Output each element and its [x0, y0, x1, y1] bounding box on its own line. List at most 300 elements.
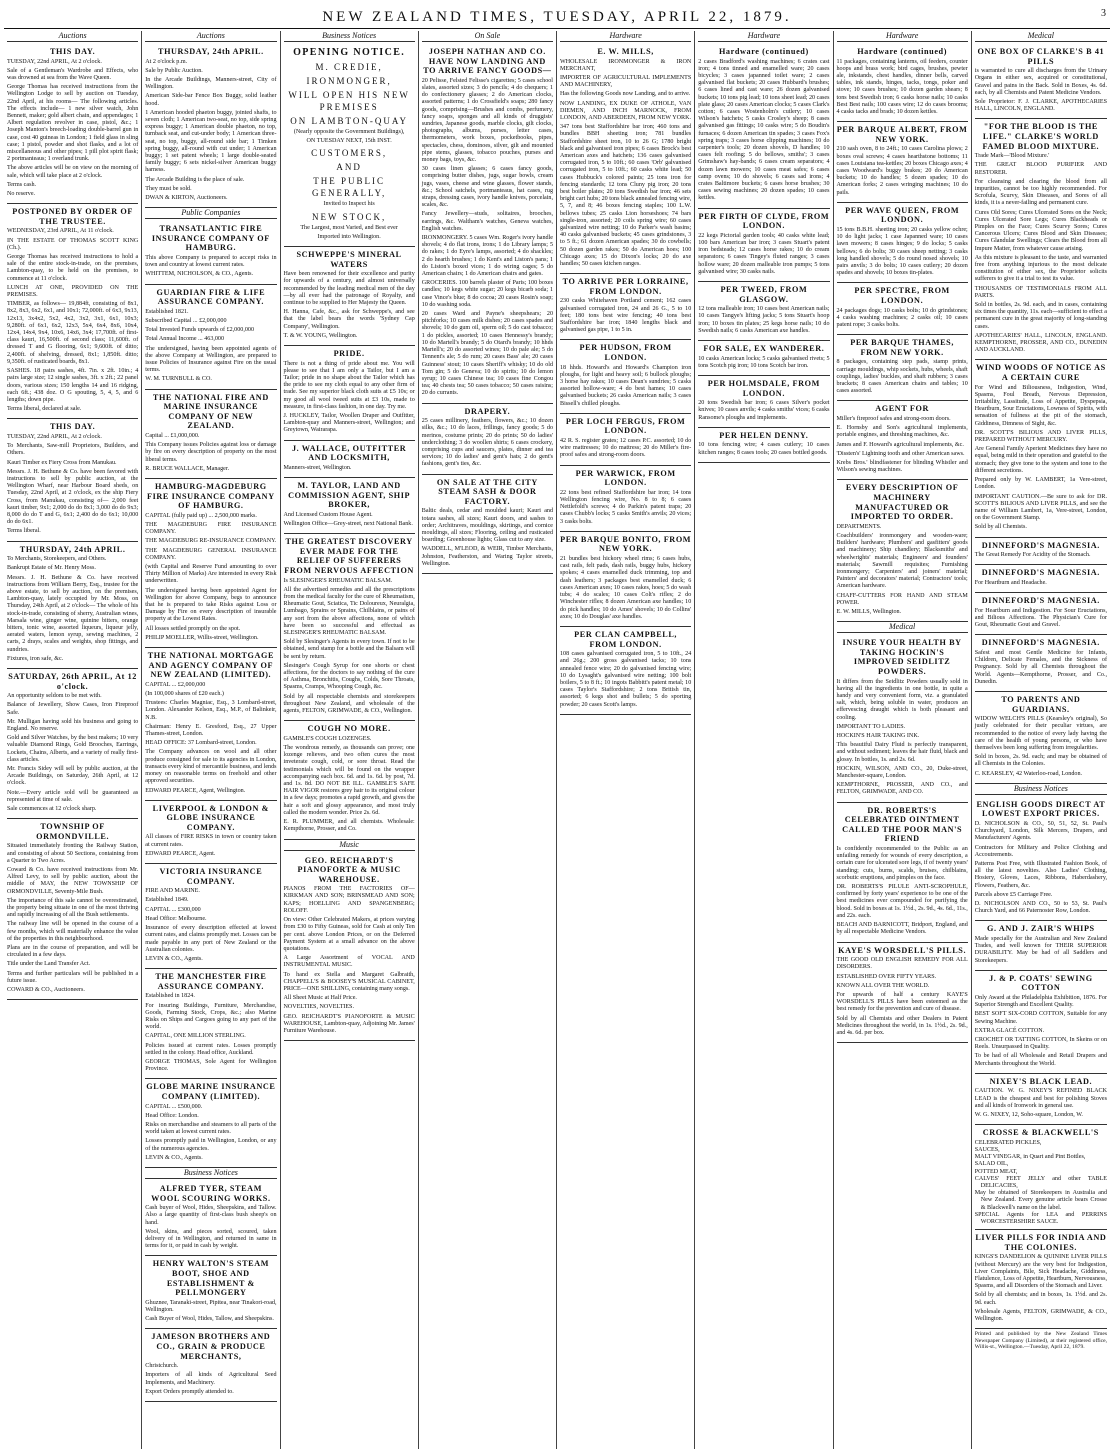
advertisement [422, 404, 553, 475]
ad-paragraph: 10 tons fencing wire; 4 cases cutlery; 10 cases kitchen ranges; 8 cases tools; 20 cases bottled goods. [698, 442, 830, 456]
ad-paragraph: For Heartburn and Indigestion. For Sour Eructations, and Bilious Affections. The Physician's Cure for Gout, Rheumatic Gout and Gravel. [974, 607, 1107, 629]
ad-paragraph: Wholesale Agents, FELTON, GRIMWADE, & CO., Wellington. [974, 1308, 1107, 1323]
ad-paragraph: Fixtures, iron safe, &c. [7, 655, 64, 662]
ad-paragraph: 230 casks Whitehaven Portland cement; 162 cases galvanised corrugated iron, 24 and 26 G., 5 to 10 feet; 180 tons best wire fencing; 40 tons best Staffordshire bar iron; 1840 lengths black and galvanised gas pipe, 1 to 5 in. [560, 298, 692, 334]
ad-paragraph: Coward & Co. have received instructions from Mr. Alfred Levy, to sell by public auction, about the middle of MAY, the NEW TOWNSHIP OF ORMONDVILLE, Seventy-Mile Bush. [7, 867, 139, 895]
ad-paragraph: Cures Old Sores; Cures Ulcerated Sores on the Neck; Cures Ulcerated Sore Legs; Cures Blackheads or Pimples on the Face; Cures Scurvy Sores; Cures Cancerous Ulcers; Cures Blood and Skin Diseases; Cures Glandular Swellings; Clears the Blood from all Impure Matter, from whatever cause arising. [974, 209, 1107, 252]
ad-paragraph: For Heartburn and Headache. [974, 579, 1047, 586]
ad-paragraph: Sold in boxes, 2s. 9d. each; and may be obtained of all Chemists in the Colonies. [974, 754, 1107, 768]
ad-paragraph: HOCKIN'S HAIR TAKING INK. [836, 733, 920, 740]
advertisement [7, 542, 138, 669]
ad-title: TOWNSHIP OF ORMONDVILLE. [36, 822, 110, 841]
ad-title: VICTORIA INSURANCE COMPANY. [159, 867, 263, 886]
ad-title: JAMESON BROTHERS AND CO., GRAIN & PRODUCE MERCHANTS, [151, 1332, 271, 1361]
advertisement [975, 538, 1107, 566]
ad-paragraph: Export Orders promptly attended to. [145, 1388, 234, 1395]
ad-paragraph: IN THE ESTATE OF THOMAS SCOTT KING (Ch.). [7, 237, 139, 251]
ad-paragraph: The railway line will be opened in the course of a few months, which will materially enhance the value of the properties in this neighbourhood. [7, 921, 139, 942]
ad-title: TO ARRIVE PER LORRAINE, FROM LONDON. [562, 277, 689, 296]
section-heading: Medical [837, 622, 968, 633]
ad-paragraph: Has the following Goods now Landing, and to arrive. [560, 91, 691, 98]
ad-list-item: SAUCES, [974, 1146, 1000, 1153]
advertisement [837, 480, 968, 622]
section-heading: On Sale [422, 31, 553, 42]
ad-paragraph: NOW LANDING, EX DUKE OF ATHOLE, VAN DIEMEN, AND INCH MARNOCK, FROM LONDON, AND ABERDEEN, FROM NEW YORK. [560, 100, 692, 122]
ad-title: G. AND J. ZAIR'S WHIPS [987, 924, 1095, 934]
ad-paragraph: Wool, skins, and pieces sorted, scoured, taken delivery of in Wellington, and returned in same in terms for it, or paid in cash by weight. [145, 1228, 277, 1250]
advertisement [837, 635, 968, 802]
advertisement [145, 1079, 276, 1168]
ad-paragraph: COWARD & CO., Auctioneers. [7, 987, 85, 994]
ad-paragraph: A Large Assortment of VOCAL AND INSTRUMENTAL MUSIC. [283, 955, 415, 969]
ad-paragraph: Cash buyer of Wool, Hides, Sheepskins, and Tallow. Also a large quantity of first-class bush sheep's on hand. [145, 1205, 277, 1226]
advertisement [975, 797, 1107, 922]
ad-paragraph: And Licensed Custom House Agent. [283, 511, 373, 518]
ad-paragraph: Are General Family Aperient Medicines they have no equal, being mild in their operation and grateful to the stomach; they give tone to the system and tone to the different secretions. [974, 446, 1107, 474]
advertisement [145, 390, 276, 479]
ad-line: IRONMONGER, [306, 76, 392, 86]
ad-paragraph: FIRE AND MARINE. [145, 888, 200, 895]
advertisement [145, 44, 276, 208]
advertisement [837, 401, 968, 480]
ad-paragraph: IMPORTANT TO LADIES. [836, 723, 906, 730]
advertisement [284, 534, 415, 721]
ad-title: THURSDAY, 24th APRIL. [158, 47, 264, 56]
ad-paragraph: WADDELL, M'LEOD, & WEIR, Timber Merchants, Johnston, Featherston, and Waring Taylor streets, Wellington. [421, 546, 553, 567]
section-heading: Auctions [7, 31, 138, 42]
ad-paragraph: 11 packages, containing lanterns, oil feeders, counter hoops and brass work; bird cages, brushes, pewter ale, inkstands, chest handles, dinner bells, carved tables, ink stands, hinges, tacks, tongs, poker and stove; 10 cases brushes; 10 dozen garden shears; 8 tons best Swedish iron; 6 casks horse nails; 10 casks Best Best nails; 100 cases wire; 12 do cases brooms; 4 casks tacks and brads; 10 dozen kettles. [836, 58, 968, 116]
ad-title: THURSDAY, 24th APRIL. [19, 544, 126, 554]
ad-paragraph: Chairman: Henry E. Gresford, Esq., 27 Upper Thames-street, London. [145, 723, 277, 738]
ad-paragraph: GROCERIES. 100 barrels plaster of Paris; 100 boxes candles; 10 kegs white sugar; 20 kegs bicarb soda; 1 case Vince's blue; 8 do cocoa; 20 cases Rosin's soap; 10 do washing soda. [421, 280, 553, 308]
section-heading: Public Companies [145, 208, 276, 219]
advertisement [975, 1125, 1107, 1230]
ad-paragraph: THE GREAT BLOOD PURIFIER AND RESTORER. [974, 162, 1107, 176]
column-1 [4, 31, 142, 1449]
advertisement [560, 466, 691, 532]
ad-paragraph: Is SLESINGER'S RHEUMATIC BALSAM. [283, 577, 393, 584]
ad-title: PRIDE. [333, 349, 365, 359]
ad-paragraph: Trade Mark—'Blood Mixture.' [974, 153, 1050, 160]
ad-title: J. WALLACE, OUTFITTER AND LOCKSMITH, [291, 443, 407, 463]
advertisement [145, 1181, 276, 1256]
ad-paragraph: Made specially for the Australian and New Zealand Trades, and well known for THEIR SUPERIOR DURABILITY. May be had of all Saddlers and Storekeepers. [974, 935, 1107, 964]
ad-paragraph: BEST SOFT SIX-CORD COTTON, Suitable for any Sewing Machine. [974, 1011, 1107, 1025]
ad-paragraph: 20 Pelisse, Felsted Felisse's cigarettes; 5 cases school slates, assorted sizes; 3 do pencils; 4 do chequers; 1 do confectionery glasses; 2 do American clocks, assorted patterns; 1 do Crossfield's soaps; 280 fancy goods, comprising—Brushes and combs, perfumery, fancy soaps, sponges and all kinds of druggists' sundries, Japanese goods, marble clocks, gilt clocks, photographs, albums, purses, letter cases, thermometers, work boxes, pocketbooks, pipes, spectacles, chess, dominoes, silver, gilt and mounted pipe stems, glasses, tobacco pouches, purses and money bags, toys, &c. [421, 77, 553, 164]
advertisement [145, 1256, 276, 1329]
ad-title: SATURDAY, 26th APRIL, At 12 o'clock. [8, 671, 137, 691]
imprint-notice: Printed and published by the New Zealand Times Newspaper Company (Limited), at their registered office, Willis-st., Wellington.—Tuesday, April 22, 1879. [974, 1331, 1107, 1351]
ad-paragraph: W. G. NIXEY, 12, Soho-square, London, W. [974, 1111, 1083, 1118]
ad-title: THE MANCHESTER FIRE ASSURANCE COMPANY. [155, 972, 267, 991]
ad-title: PER LOCH FERGUS, FROM LONDON. [565, 416, 686, 436]
ad-paragraph: CAPITAL ... £500,000. [145, 1103, 203, 1110]
ad-paragraph: This beautiful Dairy Fluid is perfectly transparent, and without sediment; leaves the hair fluid, black and glossy. In bottles, 1s. and 2s. 6d. [836, 742, 968, 763]
ad-paragraph: NOVELTIES, NOVELTIES. [283, 1004, 354, 1011]
advertisement [975, 593, 1107, 635]
ad-list-item: May be obtained of Storekeepers in Australia and New Zealand. Every genuine article bears Crosse & Blackwell's name on the label. [974, 1190, 1107, 1211]
advertisement [284, 346, 415, 441]
ad-paragraph: Risks on merchandise and steamers to all parts of the world taken at lowest current rates. [145, 1121, 277, 1136]
ad-paragraph: Sale of a Gentleman's Wardrobe and Effects, who was drowned at sea from the Wave Queen. [7, 67, 139, 81]
ad-paragraph: HOCKIN, WILSON, AND CO., 20, Duke-street, Manchester-square, London. [836, 765, 968, 780]
ad-paragraph: 21 bundles best hickory wheel rims; 6 cases hubs, cast rails, felt pads, dash rails, buggy hubs, hickory spokes; 4 cases enamelled duck trimming, top and dash leathers; 3 packages best enamelled duck; 6 cases American axes; 10 cases rakes, hoes; 5 do wash tubs; 4 do scales; 10 cases Colt's rifles; 2 do Winchester rifles; 8 dozen American axe handles; 10 do pick handles; 10 do Ames' shovels; 10 do Collins' axes; 10 do Douglas' axe handles. [560, 556, 692, 620]
ad-paragraph: KNOWN ALL OVER THE WORLD. [836, 982, 930, 989]
advertisement [284, 721, 415, 839]
ad-title: J. & P. COATS' SEWING COTTON [989, 973, 1093, 993]
column-5 [557, 31, 695, 1449]
advertisement [837, 943, 968, 1044]
ad-paragraph: D. NICHOLSON AND CO., 50 to 53, St. Paul's Church Yard, and 66 Paternoster Row, London. [974, 900, 1107, 915]
advertisement [560, 274, 691, 340]
ad-paragraph: For insuring Buildings, Furniture, Merchandise, Goods, Farming Stock, Crops, &c.; also Marine Risks on Ships and Cargoes going to any part of the world. [145, 1002, 277, 1031]
ad-paragraph: KEMPTHORNE, PROSSER, AND CO., and FELTON, GRIMWADE, AND CO. [836, 782, 968, 796]
ad-paragraph: To Merchants, Saw-mill Proprietors, Builders, and Others. [7, 443, 139, 457]
section-heading: Medical [975, 31, 1107, 42]
ad-title: THIS DAY. [49, 47, 96, 56]
ad-paragraph: WIDOW WELCH'S PILLS (Kearsley's original), So justly celebrated for their peculiar virtues, are recommended to the notice of every lady having the care of the health of young persons, or who have themselves been long suffering from irregularities. [974, 716, 1107, 751]
ad-paragraph: 18 hhds. Howard's and Howard's Champion iron ploughs, for light and heavy soil; 6 bullock ploughs; 3 horse hay rakes; 10 cases Dean's sundries; 5 casks assorted hollow-ware; 4 do best hames; 10 cases galvanised buckets; 26 casks American nails; 3 cases Bissell's chilled ploughs. [560, 364, 692, 407]
ad-paragraph: It differs from the Seidlitz Powders usually sold in having all the ingredients in one bottle, in quite a handy and very convenient form, viz. a granulated salt, which, being soluble in water, produces an effervescing draught which is both pleasant and cooling. [836, 678, 968, 721]
ad-line: Imported into Wellington. [317, 233, 381, 240]
advertisement [975, 1074, 1107, 1125]
advertisement [698, 282, 829, 341]
advertisement [837, 283, 968, 335]
ad-paragraph: CAUTION. W. G. NIXEY'S REFINED BLACK LEAD is the cheapest and best for polishing Stoves and all kinds of Ironwork in general use. [974, 1088, 1107, 1109]
ad-paragraph: For upwards of half a century KAYE'S WORSDELL'S PILLS have been esteemed as the best remedy for the prevention and cure of disease. [836, 991, 968, 1013]
ad-title: LIVERPOOL & LONDON & GLOBE INSURANCE COMPANY. [152, 803, 270, 832]
ad-title: Hardware (continued) [718, 47, 809, 56]
page-number: 3 [1101, 8, 1106, 19]
ad-paragraph: Mr. Mulligan having sold his business and going to England. No reserve. [7, 718, 139, 732]
section-heading: Business Notices [145, 1168, 276, 1179]
ad-paragraph: HEAD OFFICE: 37 Lombard-street, London. [145, 740, 257, 747]
ad-paragraph: WHITTEM, NICHOLSON, & CO., Agents. [145, 271, 254, 278]
advertisement [975, 119, 1107, 360]
advertisement [145, 801, 276, 864]
advertisement [422, 44, 553, 404]
ad-title: ENGLISH GOODS DIRECT AT LOWEST EXPORT PRICES. [976, 799, 1106, 819]
ad-paragraph: GAMBLE'S COUGH LOZENGES. [283, 735, 372, 742]
ad-paragraph: THE MAGDEBURG RE-INSURANCE COMPANY. [145, 538, 277, 545]
ad-paragraph: Parcels above £5 Carriage Free. [974, 891, 1053, 898]
ad-paragraph: E. R. PLUMMER, and all chemists. Wholesale: Kempthorne, Prosser, and Co. [283, 819, 415, 833]
ad-paragraph: Capital ... £1,000,000. [145, 433, 200, 440]
ad-line: ON LAMBTON-QUAY [290, 116, 408, 126]
ad-paragraph: Sole Proprietor: F. J. CLARKE, APOTHECARIES HALL, LINCOLN, ENGLAND. [974, 99, 1107, 113]
ad-paragraph: THE MAGDEBURG FIRE INSURANCE COMPANY. [145, 522, 277, 536]
ad-paragraph: They must be sold. [145, 185, 192, 192]
section-heading: Hardware [837, 31, 968, 42]
section-heading: Auctions [145, 31, 276, 42]
ad-title: M. TAYLOR, LAND AND COMMISSION AGENT, SHIP BROKER, [288, 481, 411, 510]
ad-line: THE PUBLIC GENERALLY, [312, 176, 387, 199]
ad-paragraph: At 2 o'clock p.m. [145, 58, 188, 65]
ad-paragraph: 210 sash oven, 8 to 24ft.; 10 cases Carolina plows; 2 boxes oval screws; 4 cases hearthstone bottoms; 11 cases Louisiana tea-kettles; 20 boxes Chicago axes; 4 cases Woodward's buggy brakes; 20 do American buckets; 10 do handles; 5 dozen spades; 10 do American forks; 2 cases wringing machines; 10 do pails. [836, 146, 968, 196]
ad-title: PER HELEN DENNY. [719, 430, 809, 440]
ad-paragraph: THOUSANDS OF TESTIMONIALS FROM ALL PARTS. [974, 285, 1107, 299]
ad-paragraph: Title under the Land Transfer Act. [7, 961, 91, 968]
ad-paragraph: Coachbuilders' ironmongery and wooden-ware; Builders' hardware; Plumbers' and gasfitters' goods and machinery; Ship chandlery; Blacksmiths' and wheelwrights' materials; Engineers' and founders' materials; Sawmill requisites; Furnishing ironmongery; Carpenters' and joiners' material; Painters' and decorators' material; Contractors' tools; American hardware. [836, 533, 968, 590]
ad-paragraph: 2 cases Bradford's washing machines; 6 crates cast iron; 4 tons tinned and enamelled ware; 20 cases bicycles; 3 cases japanned toilet ware; 2 cases galvanised flat buckets; 20 cases Hubbard's brushes; 6 cases lined and cast ware; 26 dozen galvanised buckets; 10 tons pig lead; 10 tons sheet lead; 20 cases plate glass; 20 cases American clocks; 5 cases Clark's cotton; 6 cases Wostenholm's cutlery; 10 cases Wilson's hatchets; 5 casks Crosley's sheep; 8 cases galvanised gas fittings; 10 casks wire; 5 do Boudin's furnaces; 6 dozen American tin spades; 3 cases Fox's spring traps; 3 cases horse clipping machines; 10 do carpenter's tools; 20 dozen shovels, D handles; 10 cases felt roofing; 5 do bellows, smiths'; 3 cases Grimshaw's hay-bands; 6 cases cream separators; 4 dozen lawn mowers; 10 cases meat safes; 6 cases camp ovens; 10 do shovels; 6 cases sad irons; 4 crates Baltimore buckets; 6 cases horse brushes; 30 cases sewing machines; 20 dozen spades; 10 cases kettles. [698, 58, 830, 202]
ad-paragraph: LUNCH AT ONE, PROVIDED ON THE PREMISES. [7, 284, 139, 299]
ad-paragraph: Miller's fireproof safes and strong-room doors. [836, 416, 951, 423]
advertisement [837, 203, 968, 284]
advertisement [837, 44, 968, 122]
ad-paragraph: Head Office: London. [145, 1112, 199, 1119]
advertisement [698, 44, 829, 209]
ad-line: ON TUESDAY NEXT, 15th INST. [306, 138, 392, 145]
ad-paragraph: To hand ex Stella and Margaret Galbraith, CHAPPELL'S & BOOSEY'S MUSICAL CABINET, PRICE—ONE SHILLING, containing many songs. [283, 971, 415, 992]
advertisement [7, 669, 138, 819]
ad-list-item: MALT VINEGAR, in Quart and Pint Bottles, [974, 1154, 1086, 1161]
ad-paragraph: D. NICHOLSON & CO., 50, 51, 52, St. Paul's Churchyard, London, Silk Mercers, Drapers, and Manufacturers' Agents. [974, 820, 1107, 842]
ad-paragraph: Fancy Jewellery—studs, solitaires, brooches, earrings, &c. Waltham's watches, Geneva watches, English watches. [421, 211, 553, 232]
ad-list [975, 1140, 1107, 1226]
ad-paragraph: IMPORTANT CAUTION.—Be sure to ask for DR. SCOTT'S BILIOUS AND LIVER PILLS, and see the name of William Lambert, 1a, Vere-street, London, on the Government Stamp. [974, 493, 1107, 522]
ad-paragraph: J. HUCKLEY, Tailor, Woollen Draper and Outfitter, Lambton-quay and Manners-street, Wellington; and Greytown, Wairarapa. [283, 413, 415, 434]
ad-paragraph: Note.—Every article sold will be guaranteed as represented at time of sale. [7, 789, 139, 803]
ad-paragraph: 25 cases millinery, feathers, flowers, &c.; 10 dozen silks, &c.; 10 do laces, frillings, fancy goods; 5 do merinos, costume prints; 20 do prints; 50 do ladies' underclothing; 3 do woollen shirts; 6 cases crockery, comprising cups and saucers, plates, dinner and tea services; 10 do ladies' and gent's hats; 2 do gent's fashions, gent's ties, &c. [421, 418, 553, 468]
ad-title: THE NATIONAL MORTGAGE AND AGENCY COMPANY OF NEW ZEALAND (LIMITED). [147, 651, 275, 680]
advertisement [560, 44, 691, 274]
ad-paragraph: Sold by Slesinger's Agents in every town. If not to be obtained, send stamp for a bottle and the Balsam will be sent by return. [283, 639, 415, 660]
advertisement [975, 971, 1107, 1074]
ad-title: JOSEPH NATHAN AND CO. HAVE NOW LANDING AND TO ARRIVE FANCY GOODS— [423, 47, 552, 76]
ad-paragraph: Have been renowned for their excellence and purity for upwards of a century, and almost universally recommended by the leading medical men of the day—by all ever had the patronage of Royalty, and continue to be supplied to Her Majesty the Queen. [283, 271, 415, 307]
ad-list-item: SALAD OIL, [974, 1161, 1009, 1168]
ad-paragraph: Slesinger's Cough Syrup for one shorts or chest affections, for the doctors to say nothing of the cure of Asthma, Bronchitis, Coughs, Colds, Sore Throats, Spasms, Cramps, Whooping Cough, &c. [283, 662, 415, 691]
ad-title: PER BARQUE BONITO, FROM NEW YORK. [560, 534, 692, 554]
ad-paragraph: Total Invested Funds upwards of £2,000,000 [145, 327, 254, 334]
ad-paragraph: GEORGE THOMAS, Sole Agent for Wellington Province. [145, 1058, 277, 1073]
ad-paragraph: PIANOS FROM THE FACTORIES OF— KIRKMAN AND SON; BRINSMEAD AND SON; KAPS; HOELLING AND SPANGENBERG; ROLOFF. [283, 886, 415, 914]
ad-paragraph: 24 packages dogs; 10 casks bolts; 10 do grindstones; 4 casks washing machines; 2 casks oil; 10 cases patent rope; 3 casks bolts. [836, 307, 968, 329]
ad-paragraph: Is confidently recommended to the Public as an unfailing remedy for wounds of every description, a certain cure for ulcerated sore legs, if of twenty years' standing; cuts, burns, scalds, bruises, chilblains, scorbutic eruptions, and pimples on the face. [836, 846, 968, 881]
ad-paragraph: On view: Other Celebrated Makers, at prices varying from £30 to Fifty Guineas, sold for Cash at only Ten per cent. above London Prices, or on the Deferred Payment System at a small advance on the above quotations. [283, 917, 415, 952]
column-4 [419, 31, 557, 1449]
ad-paragraph: In the Arcade Buildings, Manners-street, City of Wellington. [145, 77, 277, 91]
ad-paragraph: The undersigned having been appointed Agent for Wellington for above Company, begs to announce that he is prepared to take Risks against Loss or Damage by Fire on every description of insurable property at the Lowest Rates. [145, 587, 277, 623]
ad-list-item: CALVES' FEET JELLY and other TABLE DELICACIES, [974, 1175, 1107, 1189]
ad-paragraph: W. M. TURNBULL & CO. [145, 376, 212, 383]
ad-paragraph: LEVIN & CO., Agents. [145, 955, 203, 962]
advertisement [284, 441, 415, 478]
ad-title: EVERY DESCRIPTION OF MACHINERY MANUFACTURED OR IMPORTED TO ORDER. [845, 483, 959, 522]
ad-paragraph: WEDNESDAY, 23rd APRIL, At 11 o'clock. [7, 228, 114, 235]
column-7 [834, 31, 972, 1449]
ad-paragraph: IMPORTER OF AGRICULTURAL IMPLEMENTS AND MACHINERY, [560, 75, 692, 89]
ad-title: ALFRED TYER, STEAM WOOL SCOURING WORKS. [151, 1183, 271, 1203]
advertisement [7, 204, 138, 419]
ad-paragraph: James and F. Howard's agricultural implements, &c. [836, 441, 964, 448]
ad-title: PER WARWICK, FROM LONDON. [575, 468, 676, 488]
ad-paragraph: H. Hanna, Cafe, &c., ask for Schweppe's, and see that the label bears the words 'Sydney Cap Company', Wellington. [283, 309, 415, 330]
ad-paragraph: Baltic deals, cedar and moulded kauri; Kauri and totara sashes, all sizes; Kauri doors, and sashes to order; Architraves, mouldings, skirtings, and cornice mouldings, all sizes; Flooring, ceiling and rusticated boarding; Greenhouse lights; Glass cut to any size. [421, 508, 553, 544]
column-container [4, 31, 1110, 1449]
ad-paragraph: The Great Remedy For Acidity of the Stomach. [974, 552, 1091, 559]
ad-paragraph: Terms liberal. [7, 528, 41, 535]
ad-line: NEW STOCK, [312, 211, 387, 222]
advertisement [145, 864, 276, 969]
ad-paragraph: WHOLESALE IRONMONGER & IRON MERCHANT, [560, 58, 692, 72]
ad-title: PER TWEED, FROM GLASGOW. [720, 285, 808, 304]
ad-title: E. W. MILLS, [597, 47, 654, 56]
ad-title: THIS DAY. [49, 422, 96, 432]
ad-paragraph: THE MAGDEBURG GENERAL INSURANCE COMPANY. [145, 547, 277, 561]
ad-paragraph: 12 tons malleable iron; 10 cases best American nails; 10 cases Tangye's lifting jacks; 5 tons Stuart's hoop iron; 10 boxes tin plates; 25 kegs horse nails; 10 do Swedish nails; 6 casks American axe handles. [698, 306, 830, 334]
ad-title: POSTPONED BY ORDER OF THE TRUSTEE. [12, 207, 134, 226]
ad-title: Hardware (continued) [857, 47, 948, 56]
ad-title: AGENT FOR [875, 404, 929, 414]
advertisement [837, 335, 968, 401]
ad-title: DRAPERY. [464, 406, 511, 416]
ad-paragraph: Ghuznee, Taranaki-street, Pipitea, near Tinakori-road, Wellington. [145, 1299, 277, 1313]
advertisement [145, 479, 276, 648]
advertisement [975, 692, 1107, 784]
ad-paragraph: Christchurch. [145, 1363, 179, 1370]
ad-paragraph: Plans are in the course of preparation, and will be circulated in a few days. [7, 945, 139, 959]
ad-paragraph: Messrs. J. H. Bethune & Co. have been favored with instructions to sell by public auction, at the Wellington Wharf, near Harbour Board sheds, on Tuesday, 22nd April, at 2 o'clock, ex the ship Fiery Cross, from Manukau, consisting of— 2,000 feet kauri timber, 9x1; 2,000 do do 8x1; 3,000 do do 9x3; 8,000 do do T and G, 6x1; 2,400 do do 6x1; 10,000 do do 6x1. [7, 468, 139, 526]
ad-line: (Nearly opposite the Government Buildings), [293, 129, 405, 135]
ad-paragraph: ESTABLISHED OVER FIFTY YEARS. [836, 973, 937, 980]
ad-paragraph: 10 casks American locks; 5 casks galvanised rivets; 5 tons Scotch pig iron; 10 tons Scotch bar iron. [698, 355, 830, 369]
ad-paragraph: SASHES. 18 pairs sashes, 4ft. 7in. x 2ft. 10in.; 4 pairs large size; 12 single sashes, 3ft. x 2ft.; 22 panel doors, various sizes; 150 lengths 14 and 16 ridging, each 6ft.; 438 doz. O G spouting, 5, 4, 5, and 6 lengths; down pipe. [7, 368, 139, 403]
ad-paragraph: CAPITAL (fully paid up) ... 2,500,000 marks. [145, 512, 257, 519]
ad-paragraph: This Company issues Policies against loss or damage by fire on every description of property on the most liberal terms. [145, 442, 277, 463]
ad-paragraph: Total Annual Income ... 463,000 [145, 336, 225, 343]
ad-paragraph: Mr. Francis Sidey will sell by public auction, at the Arcade Buildings, on Saturday, 26th April, at 12 o'clock. [7, 766, 139, 787]
ad-title: PER SPECTRE, FROM LONDON. [854, 286, 950, 306]
ad-paragraph: The above articles will be on view on the morning of sale, which will take place at 2 o'clock. [7, 165, 139, 179]
ad-paragraph: CROCHET OR TATTING COTTON, In Skeins or on Reels. Unsurpassed in Quality. [974, 1036, 1107, 1051]
ad-paragraph: PHILIP MOELLER, Willis-street, Wellington. [145, 634, 259, 641]
ad-paragraph: DR. SCOTT'S BILIOUS AND LIVER PILLS, PREPARED WITHOUT MERCURY. [974, 429, 1107, 444]
ad-title: GEO. REICHARDT'S PIANOFORTE & MUSIC WAREHOUSE. [297, 855, 401, 884]
ad-paragraph: Manners-street, Wellington. [283, 464, 352, 471]
ad-paragraph: TIMBER, as follows— 19,884ft, consisting of 8x1, 8x2, 8x3, 6x2, 6x1, and 10x1; 72,000ft. of 6x3, 9x13, 12x13, 3x4x2, 5x2, 4x2, 3x2, 3x1, 6x1, 10x3; 9,280ft. of 6x1, 6x2, 12x3, 5x4, 6x4, 8x6, 10x4, 12x4, 14x4, 9x4, 10x6, 14x6, 3x4; 17,700ft. of first-class kauri, 16,500ft. of second class; 11,600ft. of dressed T and G flooring, 6x1; 9,600ft. of ditto; 2,400ft. of shelving, dressed, 8x1; 1,850ft. ditto; 9,350ft. of rusticated boards, 8x1. [7, 301, 139, 365]
ad-paragraph: The undersigned, having been appointed agents of the above Company at Wellington, are prepared to issue Policies of Insurance against Fire on the usual terms. [145, 345, 277, 374]
ad-paragraph: Established 1821. [145, 308, 189, 315]
ad-paragraph: Safest and most Gentle Medicine for Infants, Children, Delicate Females, and the Sickness of Pregnancy. Sold by all Chemists throughout the World. Agents—Kempthorne, Prosser, and Co., Dunedin. [974, 649, 1107, 685]
ad-paragraph: 30 cases linen glasses; 6 cases fancy goods, comprising butter dishes, jugs, sugar bowls, cream jugs, vases, cheese and wine glasses, flower stands, &c.; School satchels, portmanteaus, hat cases, rug straps, dressing cases, ivory handle knives, porcelain, scales, &c. [421, 166, 553, 209]
ad-title: DINNEFORD'S MAGNESIA. [981, 540, 1100, 550]
ad-title: CROSSE & BLACKWELL'S [982, 1128, 1099, 1138]
ad-paragraph: Contractors for Military and Police Clothing and Accoutrements. [974, 844, 1107, 858]
masthead-title: NEW ZEALAND TIMES, TUESDAY, APRIL 22, 1879. [322, 8, 792, 25]
ad-paragraph: Established 1849. [145, 897, 189, 904]
ad-paragraph: As this mixture is pleasant to the taste, and warranted free from anything injurious to the most delicate constitution of either sex, the Proprietor solicits sufferers to give it a trial to test its value. [974, 254, 1107, 283]
ad-paragraph: 'Dissten's' Lightning tooth and other American saws. [836, 450, 965, 457]
ad-paragraph: CAPITAL ... £2,000,000 [145, 681, 206, 688]
ad-title: GUARDIAN FIRE & LIFE ASSURANCE COMPANY. [156, 287, 266, 307]
advertisement [284, 478, 415, 534]
ad-paragraph: APOTHECARIES' HALL, LINCOLN, ENGLAND. KEMPTHORNE, PROSSER, AND CO., DUNEDIN AND AUCKLAND. [974, 332, 1107, 354]
ad-paragraph: DEPARTMENTS. [836, 523, 882, 530]
ad-paragraph: Terms and further particulars will be published in a future issue. [7, 970, 139, 984]
ad-paragraph: For cleansing and clearing the blood from all impurities, cannot be too highly recommended. For Scrofula, Scurvy, Skin Diseases, and Sores of all kinds, it is a never-failing and permanent cure. [974, 178, 1107, 207]
ad-paragraph: C. KEARSLEY, 42 Waterloo-road, London. [974, 770, 1083, 777]
section-heading: Business Notices [284, 31, 415, 42]
advertisement [560, 532, 691, 627]
ad-paragraph: The wondrous remedy, as thousands can prove; one lozenge relieves, and two often cures the most inveterate cough, cold, or sore throat. Read the testimonials which will be found on the wrapper accompanying each box. 6d. and 1s. 6d. by post, 7d. and 1s. 8d. DO NOT BE ILL. GAMBLE'S SAFE HAIR VIGOR restores grey hair to its original colour in a few days; promotes a rapid growth, and gives the hair a soft and glossy appearance, and most truly called the modern wonder. Price 2s. 6d. [283, 745, 415, 816]
ad-paragraph: Terms liberal, declared at sale. [7, 406, 82, 413]
ad-title: DINNEFORD'S MAGNESIA. [981, 596, 1100, 606]
advertisement [284, 853, 415, 1042]
ad-paragraph: All the advertised remedies and all the prescriptions from the medical faculty for the cure of Rheumatism, Rheumatic Gout, Sciatica, Tic Doloureux, Neuralgia, Lumbago, Sprains or Sprains, Chilblains, or pains of any sort from the above affections, none of which have been so successful and effectual as SLESINGER'S RHEUMATIC BALSAM. [283, 586, 415, 637]
ad-paragraph: George Thomas has received instructions to hold a sale of the entire stock-in-trade, on the premises, Lambton-quay, to be held on the premises, to commence at 11 o'clock. [7, 254, 139, 282]
advertisement [975, 1230, 1107, 1329]
ad-line: AND [336, 162, 362, 173]
ad-paragraph: George Thomas has received instructions from the Wellington Lodge to sell by auction on Tuesday, 22nd April, at his rooms— The following articles. The effects include— 1 new silver watch, John Bennett, maker; gold albert chain, and appendages; 1 Albert regulation revolver in case, pistol, &c.; 1 Joseph Manton's breech-loading double-barrel gun in case, cost 40 guineas in London; 1 field glass in sling case; 1 pistol, powder and shot flasks, and a lot of miscellaneous and other pipes; 1 pill plot spirit flask; 2 portmanteaus; 1 overland trunk. [7, 84, 139, 163]
ad-paragraph: CAPITAL, ONE MILLION STERLING. [145, 1033, 246, 1040]
ad-paragraph: Sold by all Chemists. [974, 524, 1027, 531]
ad-paragraph: BEACH AND BARNICOTT, Bridport, England, and by all respectable Medicine Vendors. [836, 922, 968, 936]
column-6 [695, 31, 833, 1449]
ad-paragraph: The importance of this sale cannot be overestimated, the property being situate in one of the most thriving and rapidly increasing of all the Bush settlements. [7, 897, 139, 919]
ad-paragraph: 108 cases galvanised corrugated iron, 5 to 10ft., 24 and 26g.; 200 gross galvanised tacks; 10 tons annealed fence wire; 20 do galvanised fencing wire; 10 do Lysaght's galvanised wire netting; 100 bolt boilers, 5 to 8 ft.; 10 ingots Babbitt's patent metal; 10 cases Taylor's Staffordshire; 2 tons British tin, assorted; 6 kegs shot and bullets; 5 do sporting powder; 20 cases Scott's lamps. [560, 651, 692, 708]
advertisement [284, 44, 415, 247]
ad-list-item: SPECIAL Agents for LEA and PERRINS WORCESTERSHIRE SAUCE. [974, 1211, 1107, 1226]
ad-paragraph: For Wind and Biliousness, Indigestion, Wind, Spasms, Foul Breath, Nervous Depression, Irritability, Lassitude, Loss of Appetite, Dyspepsia, Heartburn, Sour Eructations, Lowness of Spirits, with sensation of fullness at the pit of the stomach, Giddiness, Dimness of Sight, &c. [974, 384, 1107, 427]
ad-paragraph: 20 tons Swedish bar iron; 6 cases Silver's pocket knives; 10 cases anvils; 4 casks smiths' vices; 6 casks Ransome's ploughs and implements. [698, 400, 830, 421]
ad-paragraph: To Merchants, Storekeepers, and Others. [7, 556, 107, 563]
ad-title: THE GREATEST DISCOVERY EVER MADE FOR THE RELIEF OF SUFFERERS FROM NERVOUS AFFECTION [284, 537, 414, 576]
ad-paragraph: Situated immediately fronting the Railway Station, and consisting of about 50 Sections, containing from a Quarter to Two Acres. [7, 843, 139, 864]
ad-paragraph: 1 American hooded phaeton buggy, jointed shafts, to seven cloth; 1 American two-seat, no top, side spring express buggy; 1 American double phaeton, no top, turnback seat, and cut-under body; 1 American three-seat, no top, buggy, all-round side bar; 1 Timken spring buggy, all-round with cut under; 1 American buggy; 1 set patent wheels; 1 large double-seated family buggy; 6 sets nickel-silver American buggy harness. [145, 109, 277, 174]
ad-title: ONE BOX OF CLARKE'S B 41 PILLS [977, 47, 1105, 66]
ad-line: Invited to Inspect his [323, 201, 375, 208]
ad-paragraph: The Company advances on wool and all other produce consigned for sale to its agencies in London, transacts every kind of mercantile business, and lends money on reasonable terms on freehold and other approved securities. [145, 749, 277, 785]
ad-paragraph: Sale commences at 12 o'clock sharp. [7, 806, 97, 813]
ad-title: THE NATIONAL FIRE AND MARINE INSURANCE COMPANY OF NEW ZEALAND. [152, 392, 269, 431]
ad-title: PER WAVE QUEEN, FROM LONDON. [845, 205, 960, 225]
ad-paragraph: Losses promptly paid in Wellington, London, or any of the numerous agencies. [145, 1138, 277, 1152]
ad-paragraph: Sold in bottles, 2s. 9d. each, and in cases, containing six times the quantity, 11s. each—sufficient to effect a permanent cure in the great majority of long-standing cases. [974, 302, 1107, 330]
advertisement [698, 428, 829, 463]
ad-paragraph: All Sheet Music at Half Price. [283, 995, 357, 1002]
advertisement [837, 803, 968, 943]
advertisement [975, 360, 1107, 537]
ad-title: "FOR THE BLOOD IS THE LIFE." CLARKE'S WORLD FAMED BLOOD MIXTURE. [982, 122, 1100, 151]
ad-paragraph: GEO. REICHARDT'S PIANOFORTE & MUSIC WAREHOUSE, Lambton-quay, Adjoining Mr. James' Furniture Warehouse. [283, 1013, 415, 1034]
ad-line: CUSTOMERS, [311, 148, 388, 159]
advertisement [7, 44, 138, 204]
advertisement [7, 819, 138, 1000]
ad-paragraph: To be had of all Wholesale and Retail Drapers and Merchants throughout the World. [974, 1053, 1107, 1067]
ad-paragraph: There is not a thing of pride about me. You will please to see that I am only a Tailor, but I am a Tailor; pride in no shape about the Tailor which has the pride to see my cloth equal to any other firm of trade. See my superior black cloth suits at £5 10s; or my good all wool tweed suits at £3 10s, made to measure, in first-class fashion, in one day. Try me. [283, 360, 415, 410]
ad-title: HENRY WALTON'S STEAM BOOT, SHOE AND ESTABLISHMENT & PELLMONGERY [152, 1259, 270, 1298]
ad-title: NIXEY'S BLACK LEAD. [989, 1076, 1093, 1086]
ad-paragraph: American Side-bar Fence Box Buggy, solid leather hood. [145, 93, 277, 107]
advertisement [560, 627, 691, 715]
ad-paragraph: Bankrupt Estate of Mr. Henry Moss. [7, 565, 96, 572]
ad-paragraph: Sold by all chemists; and in boxes, 1s. 1½d. and 2s. 9d. each. [974, 1292, 1107, 1306]
ad-paragraph: An opportunity seldom to be met with. [7, 693, 102, 700]
ad-paragraph: Insurance of every description effected at lowest current rates, and claims promptly met. Losses can be made payable in any port of New Zealand or the Australian colonies. [145, 925, 277, 953]
ad-paragraph: 22 tons best refined Staffordshire bar iron; 14 tons Wellington fencing wire, No. 8 to 8; 6 cases Nettlefold's screws; 4 do Parkin's patent traps; 20 cases Chubb's locks; 5 casks Smith's anvils; 20 vices; 3 casks bolts. [560, 489, 692, 525]
advertisement [560, 340, 691, 413]
ad-paragraph: Prepared only by W. LAMBERT, 1a Vere-street, London. [974, 477, 1107, 491]
ad-title: ON SALE AT THE CITY STEAM SASH & DOOR FACTORY. [436, 477, 538, 506]
ad-paragraph: This above Company is prepared to accept risks in town and country at lowest current rates. [145, 255, 277, 269]
ad-paragraph: EXTRA GLACÉ COTTON. [974, 1027, 1045, 1034]
ad-paragraph: THE GOOD OLD ENGLISH REMEDY FOR ALL DISORDERS. [836, 957, 968, 971]
ad-list-item: POTTED MEAT, [974, 1168, 1018, 1175]
ad-paragraph: Established in 1824. [145, 993, 195, 1000]
ad-paragraph: 22 kegs Pictorial garden tools; 40 casks white lead; 100 bars American bar iron; 3 cases Stuart's patent iron bedsteads; 12 cases horse rakes; 10 do cream separators; 6 cases Tingey's fluted ranges; 3 cases hollow ware; 20 dozen malleable iron pumps; 5 tons galvanised wire; 30 casks nails. [698, 232, 830, 275]
advertisement [975, 921, 1107, 970]
